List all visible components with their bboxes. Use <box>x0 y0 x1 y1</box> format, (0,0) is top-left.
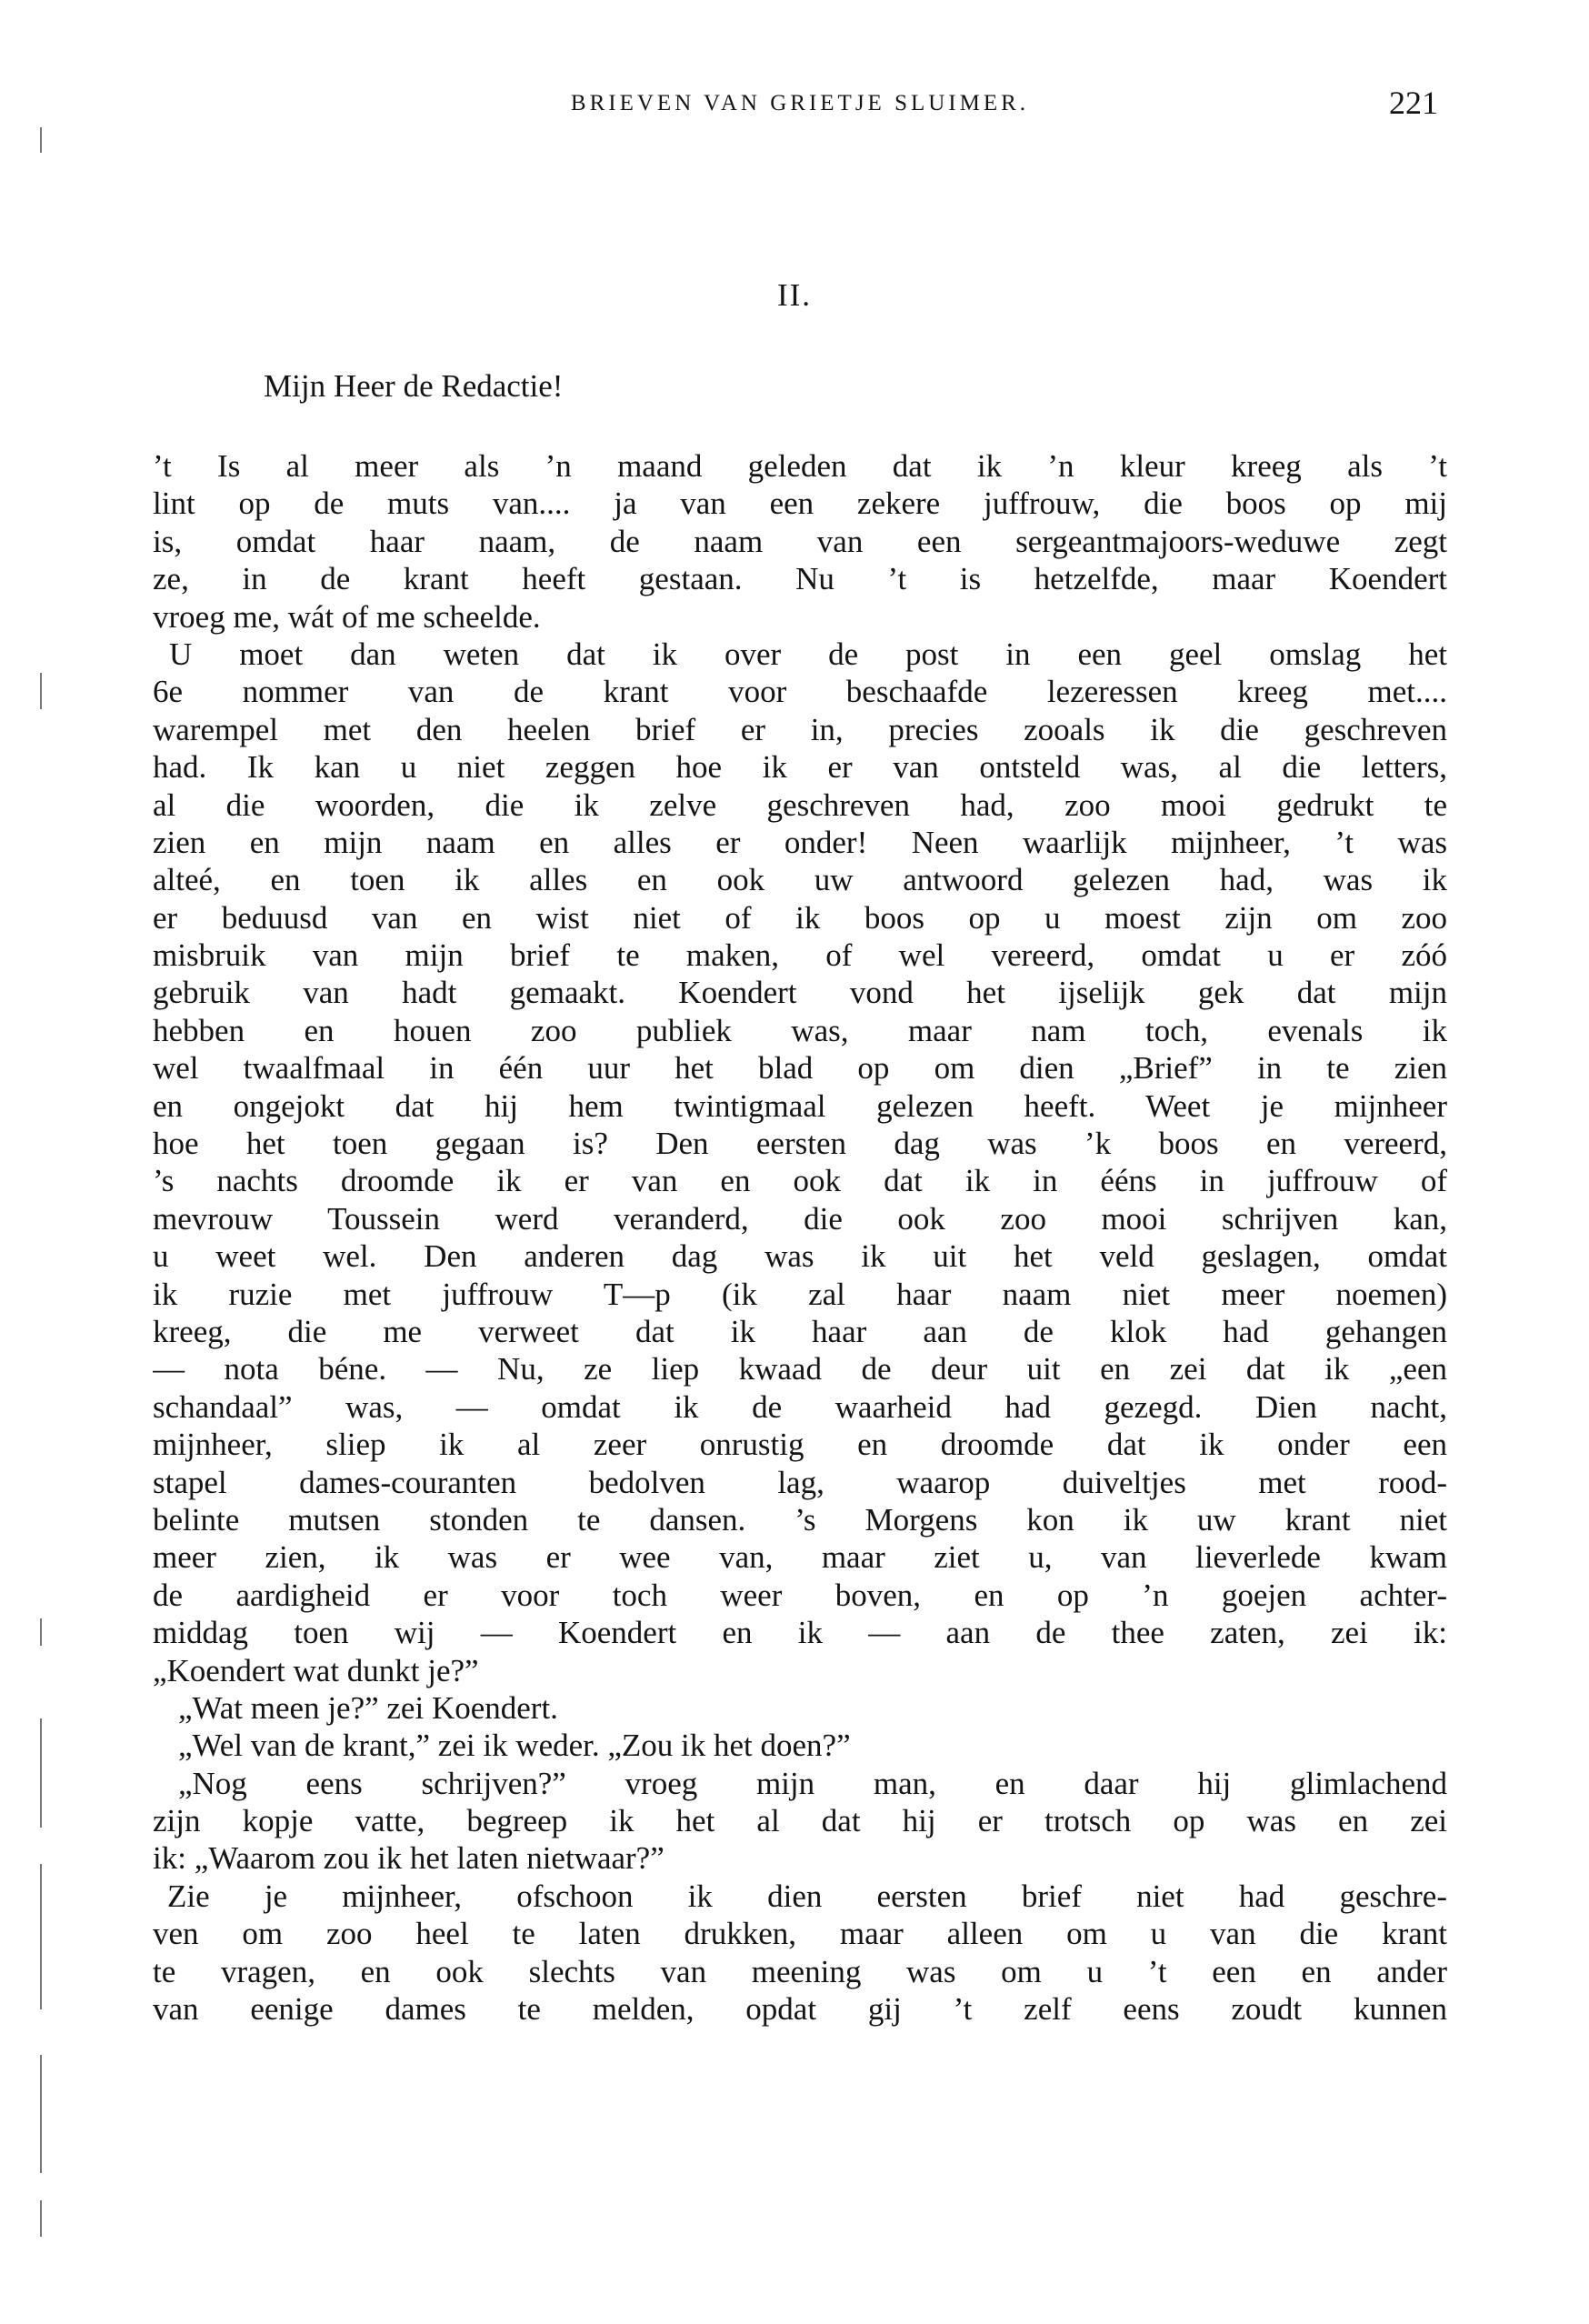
chapter-number: II. <box>776 277 813 313</box>
text-line: hoe het toen gegaan is? Den eersten dag was ’k boos en vereerd, <box>153 1126 1447 1162</box>
text-line: al die woorden, die ik zelve geschreven had, zoo mooi gedrukt te <box>153 786 1447 823</box>
text-line: U moet dan weten dat ik over de post in een geel omslag het <box>169 636 1447 672</box>
text-line: er beduusd van en wist niet of ik boos op u moest zijn om zoo <box>153 899 1447 936</box>
salutation: Mijn Heer de Redactie! <box>264 368 564 404</box>
text-line: alteé, en toen ik alles en ook uw antwoord gelezen had, was ik <box>153 862 1447 898</box>
text-line: lint op de muts van.... ja van een zekere juffrouw, die boos op mij <box>153 486 1447 522</box>
text-line: mijnheer, sliep ik al zeer onrustig en droomde dat ik onder een <box>153 1427 1447 1463</box>
scan-margin-mark <box>40 2055 42 2173</box>
text-line: stapel dames-couranten bedolven lag, waarop duiveltjes met rood- <box>153 1464 1447 1500</box>
text-line: Zie je mijnheer, ofschoon ik dien eersten brief niet had geschre- <box>167 1878 1447 1914</box>
running-head <box>155 84 1445 129</box>
text-line: mevrouw Toussein werd veranderd, die ook zoo mooi schrijven kan, <box>153 1200 1447 1237</box>
scan-margin-mark <box>40 673 42 709</box>
scan-margin-mark <box>40 1618 42 1646</box>
text-line: „Koendert wat dunkt je?” <box>153 1652 479 1688</box>
text-line: te vragen, en ook slechts van meening was om u ’t een en ander <box>153 1953 1447 1989</box>
text-line: misbruik van mijn brief te maken, of wel vereerd, omdat u er zóó <box>153 937 1447 974</box>
text-line: had. Ik kan u niet zeggen hoe ik er van ontsteld was, al die letters, <box>153 749 1447 786</box>
text-line: de aardigheid er voor toch weer boven, en op ’n goejen achter- <box>153 1577 1447 1613</box>
running-title: BRIEVEN VAN GRIETJE SLUIMER. <box>570 91 1030 115</box>
text-line: en ongejokt dat hij hem twintigmaal gelezen heeft. Weet je mijnheer <box>153 1087 1447 1124</box>
text-line: vroeg me, wát of me scheelde. <box>153 598 541 635</box>
scan-margin-mark <box>40 1718 42 1828</box>
scan-margin-mark <box>40 127 42 153</box>
text-line: u weet wel. Den anderen dag was ik uit het veld geslagen, omdat <box>153 1238 1447 1275</box>
text-line: schandaal” was, — omdat ik de waarheid had gezegd. Dien nacht, <box>153 1388 1447 1425</box>
text-line: middag toen wij — Koendert en ik — aan de thee zaten, zei ik: <box>153 1615 1447 1651</box>
page-number: 221 <box>1389 85 1438 121</box>
text-line: zijn kopje vatte, begreep ik het al dat hij er trotsch op was en zei <box>153 1803 1447 1839</box>
scan-margin-mark <box>40 2200 42 2237</box>
text-line: belinte mutsen stonden te dansen. ’s Morgens kon ik uw krant niet <box>153 1501 1447 1538</box>
text-line: is, omdat haar naam, de naam van een sergeantmajoors-weduwe zegt <box>153 523 1447 559</box>
text-line: warempel met den heelen brief er in, precies zooals ik die geschreven <box>153 711 1447 747</box>
text-line: hebben en houen zoo publiek was, maar nam toch, evenals ik <box>153 1012 1447 1048</box>
text-line: ven om zoo heel te laten drukken, maar alleen om u van die krant <box>153 1916 1447 1952</box>
text-line: meer zien, ik was er wee van, maar ziet u, van lieverlede kwam <box>153 1539 1447 1576</box>
text-line: ik: „Waarom zou ik het laten nietwaar?” <box>153 1840 665 1877</box>
text-line: ik ruzie met juffrouw T—p (ik zal haar naam niet meer noemen) <box>153 1276 1447 1312</box>
text-line: van eenige dames te melden, opdat gij ’t zelf eens zoudt kunnen <box>153 1991 1447 2028</box>
scan-margin-mark <box>40 1864 42 2009</box>
text-line: zien en mijn naam en alles er onder! Neen waarlijk mijnheer, ’t was <box>153 824 1447 860</box>
text-line: „Nog eens schrijven?” vroeg mijn man, en daar hij glimlachend <box>178 1765 1447 1801</box>
text-line: 6e nommer van de krant voor beschaafde lezeressen kreeg met.... <box>153 674 1447 710</box>
text-line: ’t Is al meer als ’n maand geleden dat ik ’n kleur kreeg als ’t <box>153 448 1447 484</box>
text-line: „Wat meen je?” zei Koendert. <box>178 1689 558 1726</box>
text-line: ’s nachts droomde ik er van en ook dat ik in ééns in juffrouw of <box>153 1163 1447 1199</box>
text-line: — nota béne. — Nu, ze liep kwaad de deur uit en zei dat ik „een <box>153 1351 1447 1387</box>
text-line: „Wel van de krant,” zei ik weder. „Zou ik het doen?” <box>178 1728 851 1764</box>
text-line: wel twaalfmaal in één uur het blad op om dien „Brief” in te zien <box>153 1050 1447 1087</box>
text-line: kreeg, die me verweet dat ik haar aan de klok had gehangen <box>153 1313 1447 1349</box>
text-line: gebruik van hadt gemaakt. Koendert vond het ijselijk gek dat mijn <box>153 975 1447 1011</box>
letter-body <box>153 447 1447 2028</box>
text-line: ze, in de krant heeft gestaan. Nu ’t is hetzelfde, maar Koendert <box>153 561 1447 597</box>
